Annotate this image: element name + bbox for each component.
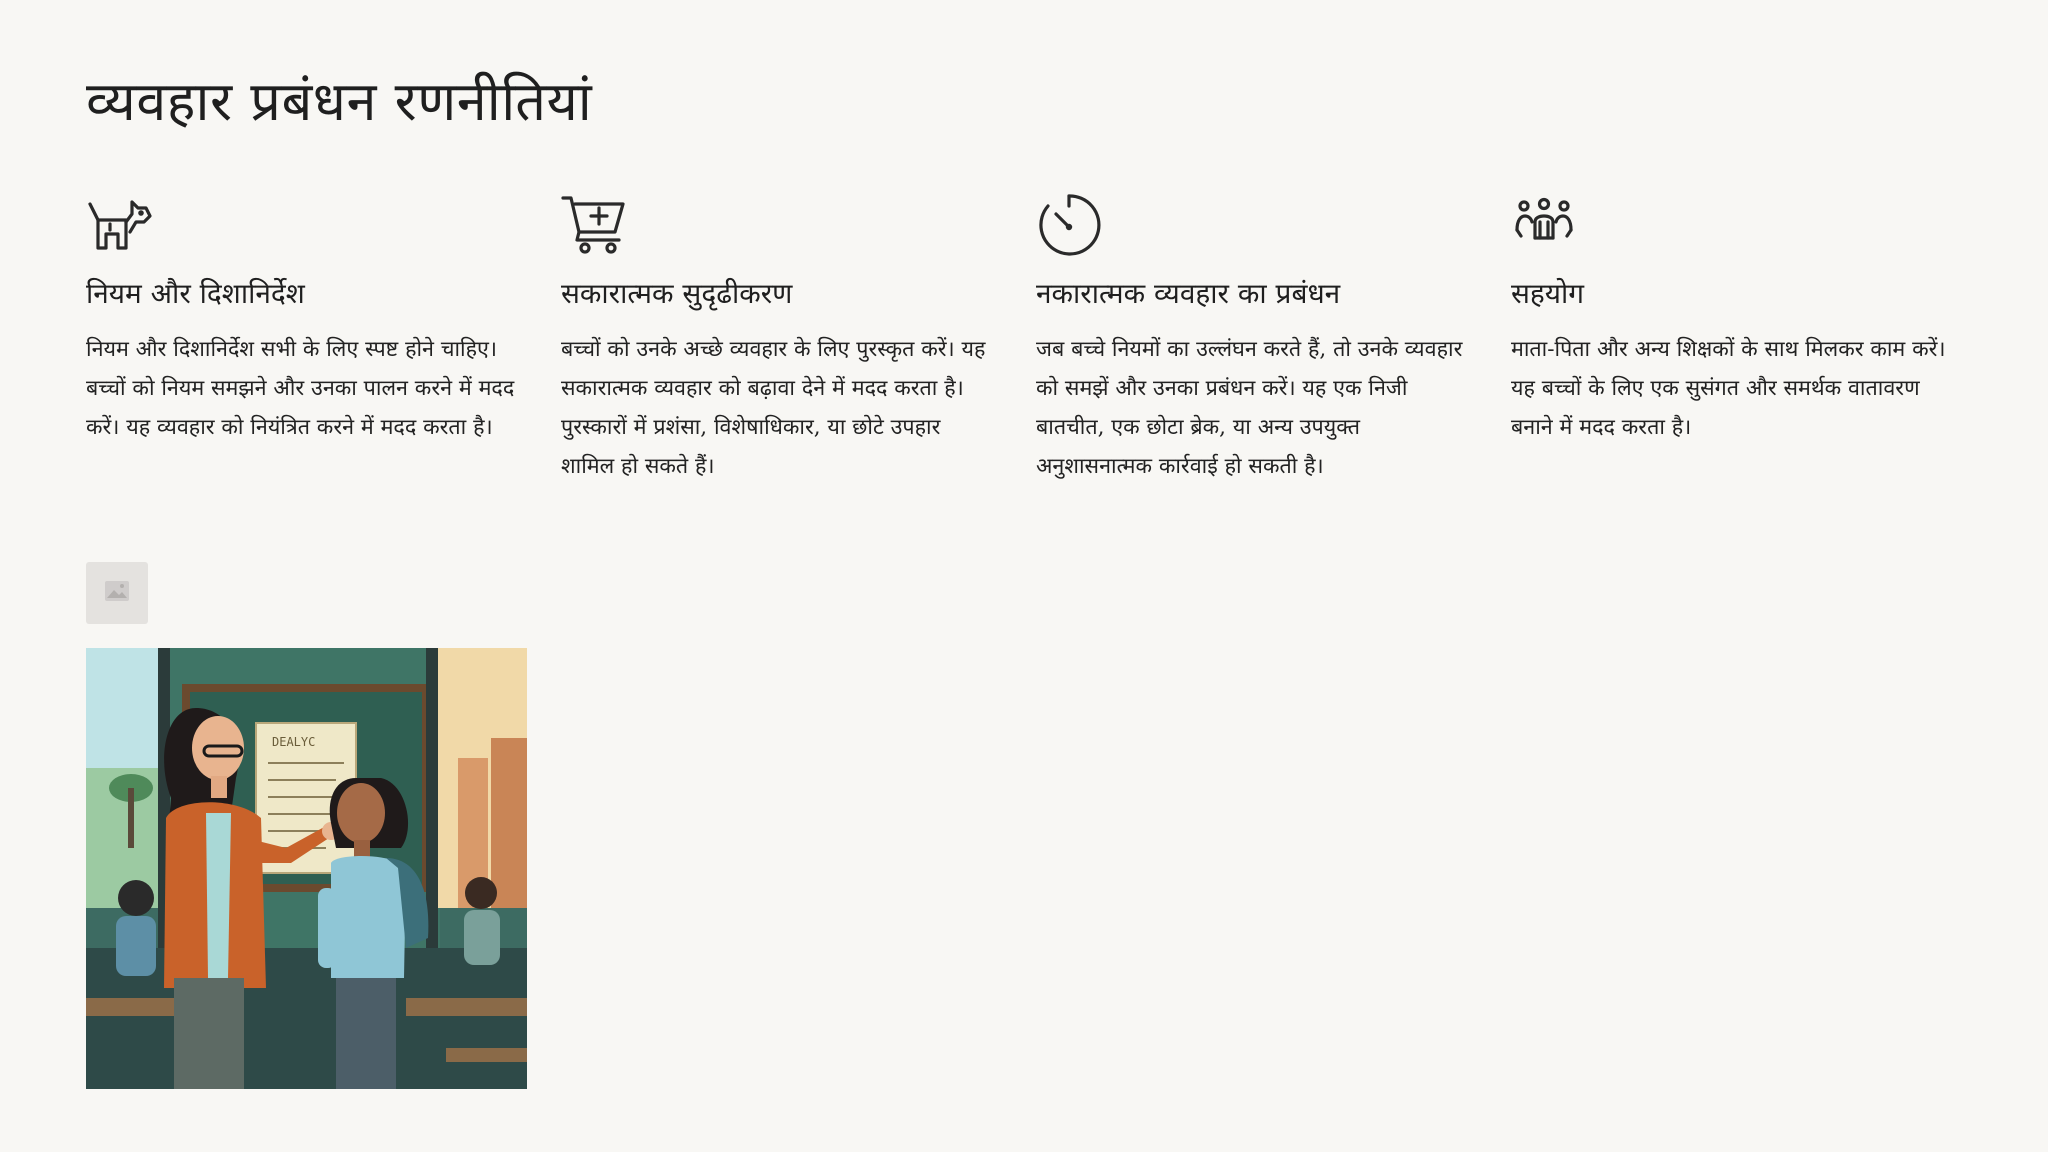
card-positive-reinforcement xyxy=(561,192,1036,486)
image-placeholder[interactable] xyxy=(86,562,148,624)
strategy-cards xyxy=(86,192,1986,486)
card-title: नकारात्मक व्यवहार का प्रबंधन xyxy=(1036,277,1341,310)
card-negative-behaviour xyxy=(1036,192,1511,486)
group-icon xyxy=(1511,192,1577,258)
card-cooperation xyxy=(1511,192,1986,486)
card-body: बच्चों को उनके अच्छे व्यवहार के लिए पुरस्कृत करें। यह सकारात्मक व्यवहार को बढ़ावा देने में मदद करता है। पुरस्कारों में प्रशंसा, विशेषाधिकार, या छोटे उपहार शामिल हो सकते हैं। xyxy=(561,337,986,480)
page-title: व्यवहार प्रबंधन रणनीतियां xyxy=(86,70,593,133)
teacher-student-classroom-illustration xyxy=(86,648,527,1089)
timer-icon xyxy=(1036,192,1102,258)
dog-icon xyxy=(86,192,152,258)
cart-add-icon xyxy=(561,192,627,258)
card-title: सकारात्मक सुदृढीकरण xyxy=(561,277,793,310)
card-body: नियम और दिशानिर्देश सभी के लिए स्पष्ट होने चाहिए। बच्चों को नियम समझने और उनका पालन करने में मदद करें। यह व्यवहार को नियंत्रित करने में मदद करता है। xyxy=(86,337,515,441)
card-body: माता-पिता और अन्य शिक्षकों के साथ मिलकर काम करें। यह बच्चों के लिए एक सुसंगत और समर्थक वातावरण बनाने में मदद करता है। xyxy=(1511,337,1946,441)
card-title: नियम और दिशानिर्देश xyxy=(86,277,305,310)
image-icon xyxy=(104,580,130,606)
card-body: जब बच्चे नियमों का उल्लंघन करते हैं, तो उनके व्यवहार को समझें और उनका प्रबंधन करें। यह एक निजी बातचीत, एक छोटा ब्रेक, या अन्य उपयुक्त अनुशासनात्मक कार्रवाई हो सकती है। xyxy=(1036,337,1463,480)
card-rules xyxy=(86,192,561,486)
card-title: सहयोग xyxy=(1511,277,1585,310)
svg-text:DEALYC: DEALYC xyxy=(272,735,316,749)
